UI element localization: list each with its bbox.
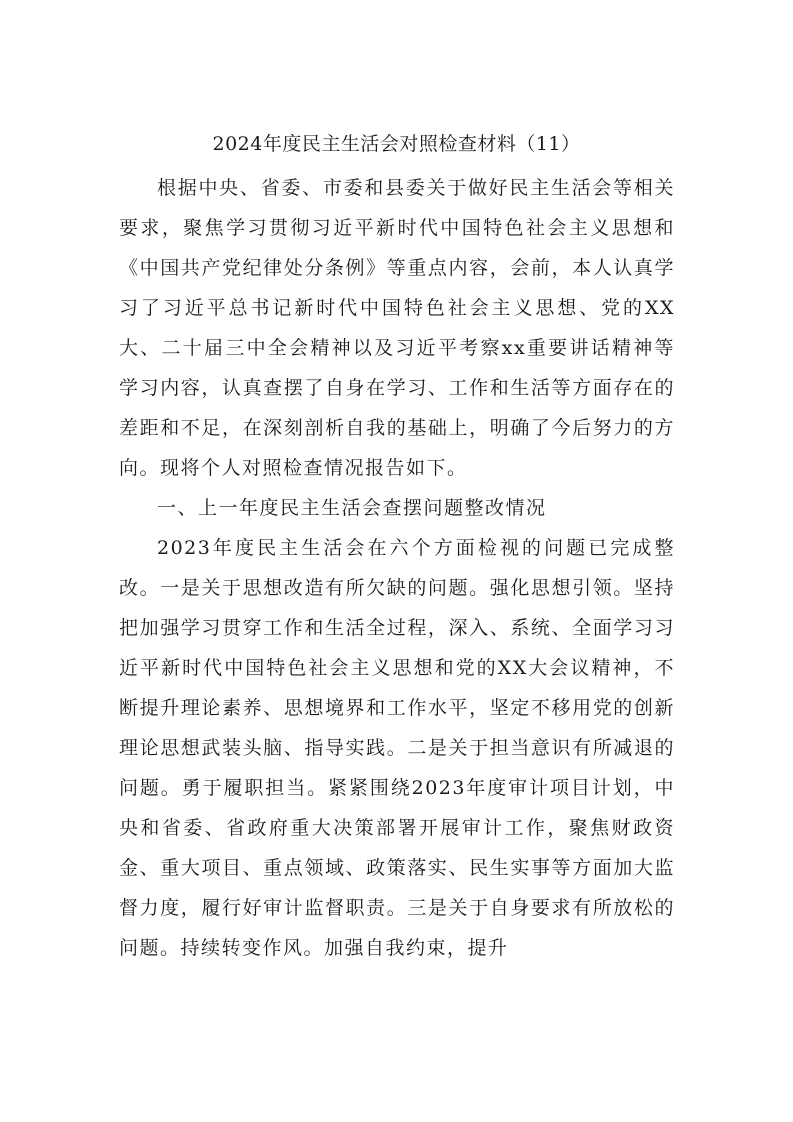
document-title: 2024年度民主生活会对照检查材料（11） xyxy=(212,133,581,155)
section-heading: 一、上一年度民主生活会查摆问题整改情况 xyxy=(157,497,547,519)
document-body xyxy=(119,168,675,968)
intro-paragraph: 根据中央、省委、市委和县委关于做好民主生活会等相关要求，聚焦学习贯彻习近平新时代中国特色社会主义思想和《中国共产党纪律处分条例》等重点内容，会前，本人认真学习了习近平总书记新时代中国特色社会主义思想、党的XX大、二十届三中全会精神以及习近平考察xx重要讲话精神等学习内容，认真查摆了自身在学习、工作和生活等方面存在的差距和不足，在深刻剖析自我的基础上，明确了今后努力的方向。现将个人对照检查情况报告如下。 xyxy=(119,177,675,479)
rectification-paragraph: 2023年度民主生活会在六个方面检视的问题已完成整改。一是关于思想改造有所欠缺的问题。强化思想引领。坚持把加强学习贯穿工作和生活全过程，深入、系统、全面学习习近平新时代中国特色社会主义思想和党的XX大会议精神，不断提升理论素养、思想境界和工作水平，坚定不移用党的创新理论思想武装头脑、指导实践。二是关于担当意识有所减退的问题。勇于履职担当。紧紧围绕2023年度审计项目计划，中央和省委、省政府重大决策部署开展审计工作，聚焦财政资金、重大项目、重点领域、政策落实、民生实事等方面加大监督力度，履行好审计监督职责。三是关于自身要求有所放松的问题。持续转变作风。加强自我约束，提升 xyxy=(119,537,675,959)
